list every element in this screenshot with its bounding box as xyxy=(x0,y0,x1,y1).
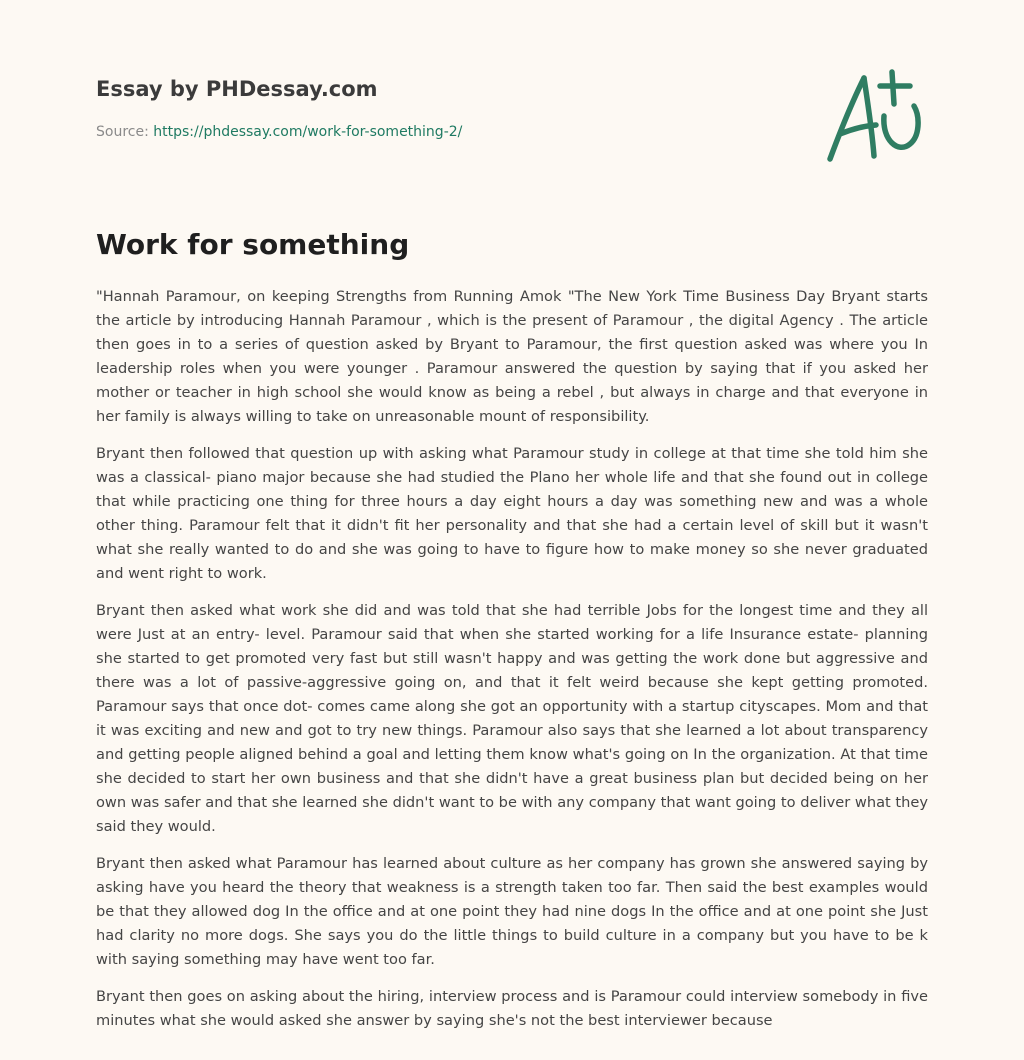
essay-paragraph: Bryant then asked what Paramour has learned about culture as her company has grown she answered saying by asking have you heard the theory that weakness is a strength taken too far. Then said the best examples would be that they allowed dog In the office and at one point they had nine dogs In the office and at one point she Just had clarity no more dogs. She says you do the little things to build culture in a company but you have to be k with saying something may have went too far. xyxy=(96,855,928,968)
essay-paragraph: "Hannah Paramour, on keeping Strengths from Running Amok "The New York Time Business Day Bryant starts the article by introducing Hannah Paramour , which is the present of Paramour , the digital Agency . The article then goes in to a series of question asked by Bryant to Paramour, the first question asked was where you In leadership roles when you were younger . Paramour answered the question by saying that if you asked her mother or teacher in high school she would know as being a rebel , but always in charge and that everyone in her family is always willing to take on unreasonable mount of responsibility. xyxy=(96,288,928,425)
essay-body xyxy=(96,285,928,1046)
essay-paragraph: Bryant then goes on asking about the hiring, interview process and is Paramour could interview somebody in five minutes what she would asked she answer by saying she's not the best interviewer because xyxy=(96,988,928,1029)
site-header xyxy=(96,74,796,142)
brand-name: Essay by PHDessay.com xyxy=(96,77,378,101)
a-plus-logo-icon xyxy=(818,64,930,168)
essay-paragraph: Bryant then asked what work she did and was told that she had terrible Jobs for the longest time and they all were Just at an entry- level. Paramour said that when she started working for a life Insurance estate- planning she started to get promoted very fast but still wasn't happy and was getting the work done but aggressive and there was a lot of passive-aggressive going on, and that it felt weird because she kept getting promoted. Paramour says that once dot- comes came along she got an opportunity with a startup cityscapes. Mom and that it was exciting and new and got to try new things. Paramour also says that she learned a lot about transparency and getting people aligned behind a goal and letting them know what's going on In the organization. At that time she decided to start her own business and that she didn't have a great business plan but decided being on her own was safer and that she learned she didn't want to be with any company that want going to deliver what they said they would. xyxy=(96,602,928,835)
source-line xyxy=(96,122,796,142)
essay-title: Work for something xyxy=(96,228,410,261)
source-link[interactable]: https://phdessay.com/work-for-something-2/ xyxy=(153,124,463,140)
essay-paragraph: Bryant then followed that question up with asking what Paramour study in college at that time she told him she was a classical- piano major because she had studied the Plano her whole life and that she found out in college that while practicing one thing for three hours a day eight hours a day was something new and was a whole other thing. Paramour felt that it didn't fit her personality and that she had a certain level of skill but it wasn't what she really wanted to do and she was going to have to figure how to make money so she never graduated and went right to work. xyxy=(96,445,928,582)
source-label: Source: xyxy=(96,124,149,140)
